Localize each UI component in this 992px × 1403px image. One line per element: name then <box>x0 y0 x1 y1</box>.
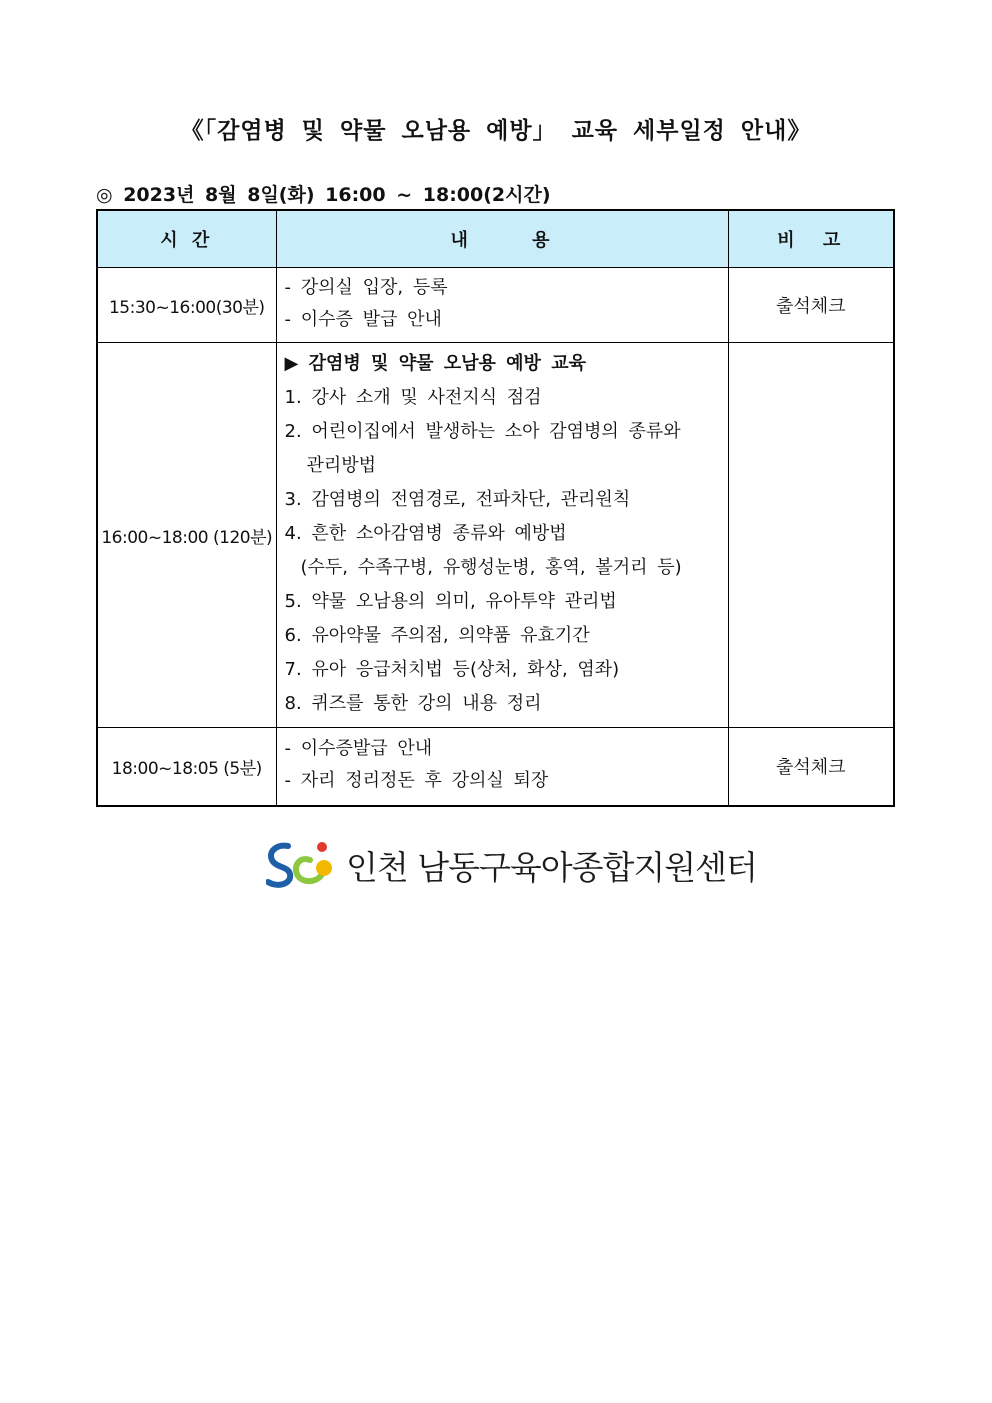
content-line: - 이수증발급 안내 <box>284 738 433 760</box>
row-content <box>276 343 728 728</box>
content-line: 5. 약물 오남용의 의미, 유아투약 관리법 <box>284 591 617 612</box>
content-line: - 자리 정리정돈 후 강의실 퇴장 <box>284 770 549 792</box>
content-line: 1. 강사 소개 및 사전지식 점검 <box>284 387 542 408</box>
row-note <box>728 343 894 728</box>
center-logo <box>266 838 757 890</box>
row-content <box>276 268 728 343</box>
table-row <box>97 343 894 728</box>
table-header-row <box>97 210 894 268</box>
table-row <box>97 728 894 806</box>
row-note: 출석체크 <box>728 268 894 343</box>
row-note: 출석체크 <box>728 728 894 806</box>
content-line: 6. 유아약물 주의점, 의약품 유효기간 <box>284 625 590 646</box>
page-title: 《「감염병 및 약물 오남용 예방」 교육 세부일정 안내》 <box>180 118 812 144</box>
content-line: - 강의실 입장, 등록 <box>284 277 448 298</box>
row-time: 15:30~16:00(30분) <box>97 268 276 343</box>
schedule-table <box>96 209 895 807</box>
content-line: 3. 감염병의 전염경로, 전파차단, 관리원칙 <box>284 489 631 510</box>
content-line: 4. 흔한 소아감염병 종류와 예방법 <box>284 523 567 544</box>
content-line: 7. 유아 응급처치법 등(상처, 화상, 염좌) <box>284 659 620 680</box>
content-line: 2. 어린이집에서 발생하는 소아 감염병의 종류와 <box>284 421 681 442</box>
content-line: 8. 퀴즈를 통한 강의 내용 정리 <box>284 693 542 714</box>
row-time: 16:00~18:00 (120분) <box>97 343 276 728</box>
content-line: 관리방법 <box>306 455 377 476</box>
header-time: 시 간 <box>97 210 276 268</box>
row-content <box>276 728 728 806</box>
content-line: (수두, 수족구병, 유행성눈병, 홍역, 볼거리 등) <box>300 557 682 578</box>
row-time: 18:00~18:05 (5분) <box>97 728 276 806</box>
center-logo-text: 인천 남동구육아종합지원센터 <box>346 848 757 887</box>
center-logo-icon <box>266 838 338 890</box>
content-line: - 이수증 발급 안내 <box>284 309 442 330</box>
header-content: 내 용 <box>276 210 728 268</box>
header-note: 비 고 <box>728 210 894 268</box>
content-heading: ▶ 감염병 및 약물 오남용 예방 교육 <box>284 353 586 374</box>
table-row <box>97 268 894 343</box>
schedule-dateline: ◎ 2023년 8월 8일(화) 16:00 ~ 18:00(2시간) <box>96 184 551 206</box>
